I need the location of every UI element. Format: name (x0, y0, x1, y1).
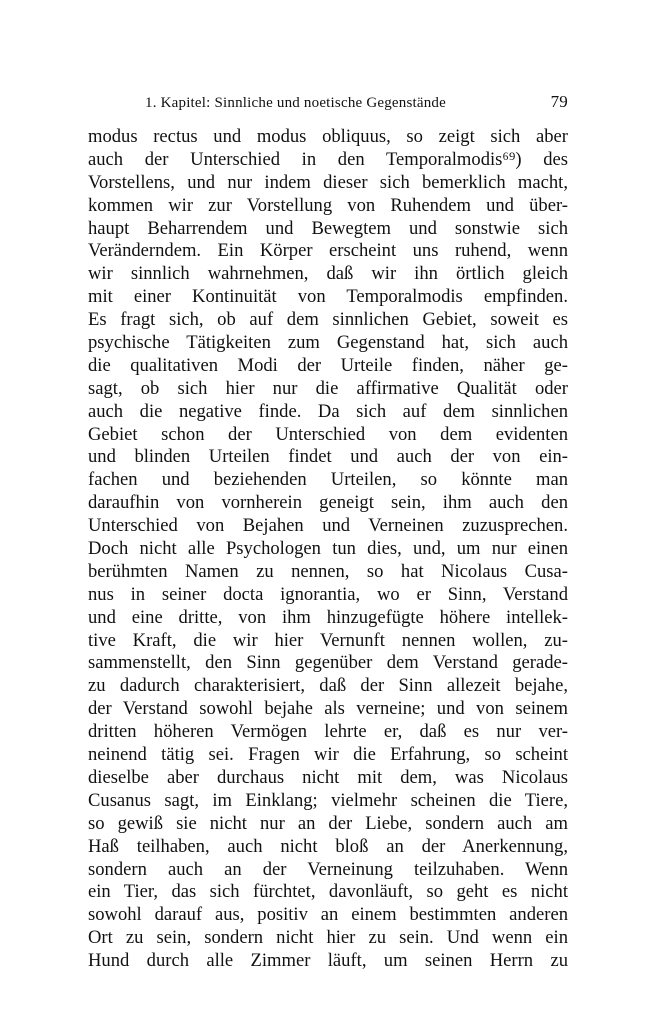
text-line: so gewiß sie nicht nur an der Liebe, sondern auch am (88, 812, 568, 834)
text-line: mit einer Kontinuität von Temporalmodis empfinden. (88, 286, 568, 308)
text-line: sammenstellt, den Sinn gegenüber dem Verstand gerade- (88, 652, 568, 674)
text-line: psychische Tätigkeiten zum Gegenstand hat, sich auch (88, 332, 568, 354)
text-line: sondern auch an der Verneinung teilzuhaben. Wenn (88, 858, 568, 880)
text-line: die qualitativen Modi der Urteile finden, näher ge- (88, 354, 568, 376)
text-line: dritten höheren Vermögen lehrte er, daß es nur ver- (88, 721, 568, 743)
text-line: daraufhin von vornherein geneigt sein, ihm auch den (88, 492, 568, 514)
text-line: kommen wir zur Vorstellung von Ruhendem und über- (88, 194, 568, 216)
text-line: sagt, ob sich hier nur die affirmative Qualität oder (88, 377, 568, 399)
text-line: auch der Unterschied in den Temporalmodis⁶⁹) des (88, 148, 568, 170)
text-line: Es fragt sich, ob auf dem sinnlichen Gebiet, soweit es (88, 309, 568, 331)
body-text (88, 126, 568, 973)
text-line: zu dadurch charakterisiert, daß der Sinn allezeit bejahe, (88, 675, 568, 697)
text-line: Doch nicht alle Psychologen tun dies, und, um nur einen (88, 538, 568, 560)
text-line: Cusanus sagt, im Einklang; vielmehr scheinen die Tiere, (88, 789, 568, 811)
text-line: neinend tätig sei. Fragen wir die Erfahrung, so scheint (88, 744, 568, 766)
text-line: und blinden Urteilen findet und auch der von ein- (88, 446, 568, 468)
text-line: nus in seiner docta ignorantia, wo er Sinn, Verstand (88, 583, 568, 605)
text-line: sowohl darauf aus, positiv an einem bestimmten anderen (88, 904, 568, 926)
text-line: auch die negative finde. Da sich auf dem sinnlichen (88, 400, 568, 422)
text-line: wir sinnlich wahrnehmen, daß wir ihn örtlich gleich (88, 263, 568, 285)
text-line: Haß teilhaben, auch nicht bloß an der Anerkennung, (88, 835, 568, 857)
text-line: haupt Beharrendem und Bewegtem und sonstwie sich (88, 217, 568, 239)
page-number: 79 (550, 92, 568, 111)
text-line: berühmten Namen zu nennen, so hat Nicolaus Cusa- (88, 560, 568, 582)
text-line: Veränderndem. Ein Körper erscheint uns ruhend, wenn (88, 240, 568, 262)
text-line: modus rectus und modus obliquus, so zeigt sich aber (88, 126, 568, 147)
text-line: der Verstand sowohl bejahe als verneine; und von seinem (88, 698, 568, 720)
text-line: ein Tier, das sich fürchtet, davonläuft, so geht es nicht (88, 881, 568, 903)
text-line: fachen und beziehenden Urteilen, so könnte man (88, 469, 568, 491)
running-head (145, 92, 568, 112)
text-line: Unterschied von Bejahen und Verneinen zuzusprechen. (88, 515, 568, 537)
text-line: dieselbe aber durchaus nicht mit dem, was Nicolaus (88, 766, 568, 788)
text-line: Hund durch alle Zimmer läuft, um seinen Herrn zu (88, 950, 568, 972)
text-line: und eine dritte, von ihm hinzugefügte höhere intellek- (88, 606, 568, 628)
running-title: 1. Kapitel: Sinnliche und noetische Gegenstände (145, 95, 446, 111)
text-line: Gebiet schon der Unterschied von dem evidenten (88, 423, 568, 445)
text-line: Ort zu sein, sondern nicht hier zu sein. Und wenn ein (88, 927, 568, 949)
text-line: tive Kraft, die wir hier Vernunft nennen wollen, zu- (88, 629, 568, 651)
text-line: Vorstellens, und nur indem dieser sich bemerklich macht, (88, 171, 568, 193)
